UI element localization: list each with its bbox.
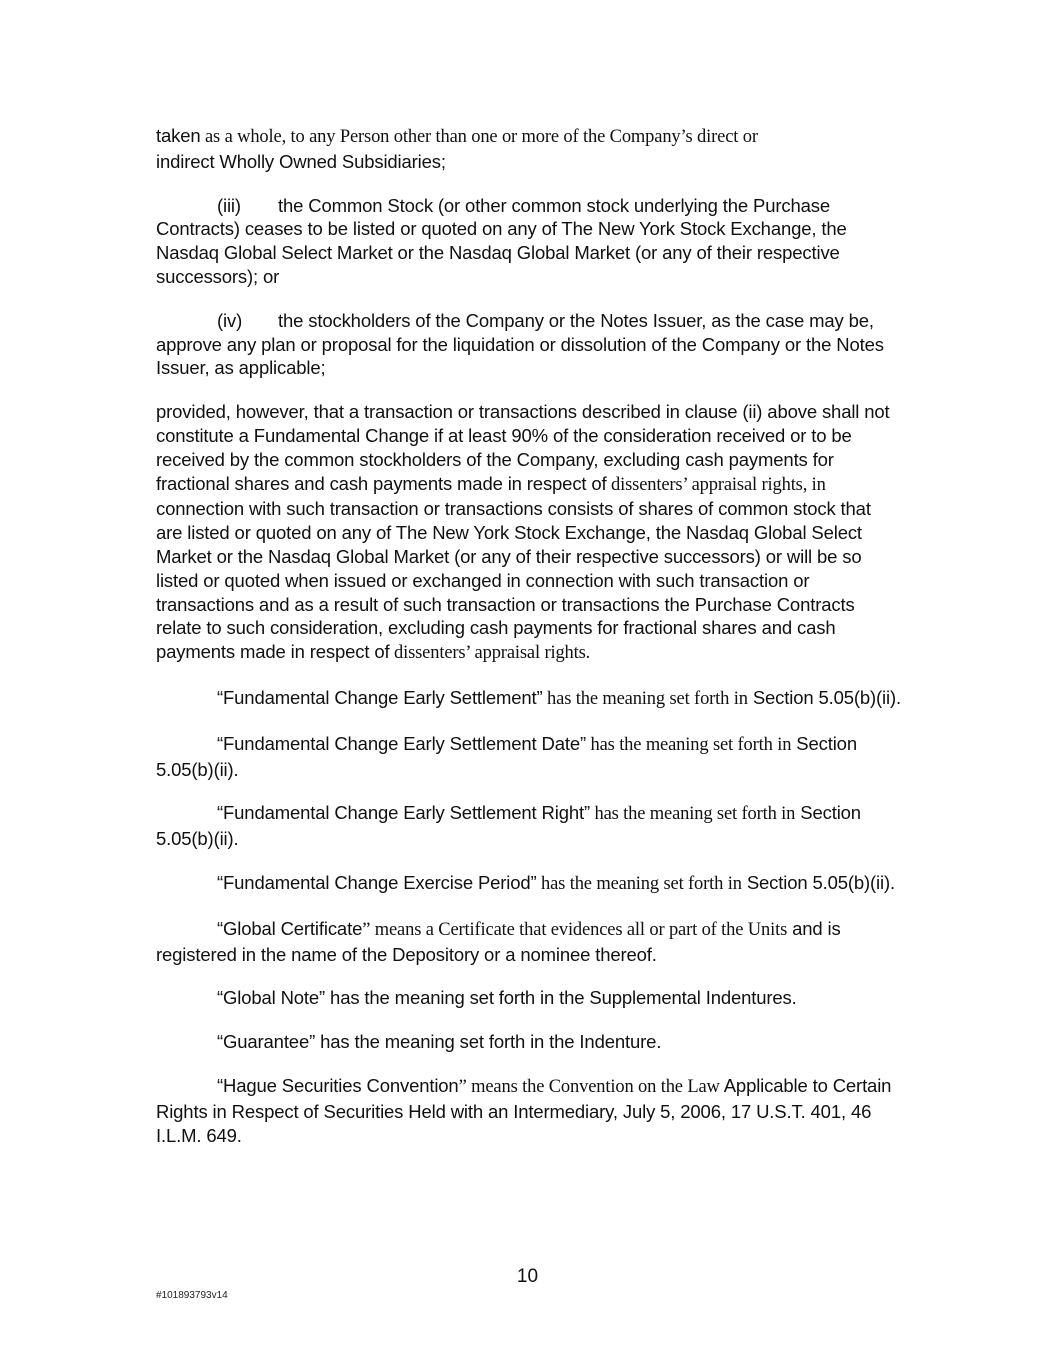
document-body [156, 124, 901, 1167]
defined-term: “Hague Securities Convention [217, 1074, 459, 1096]
definition-hague-securities-convention: “Hague Securities Convention” means the Convention on the Law Applicable to Certain Rights in Respect of Securities Held with an Intermediary, July 5, 2006, 17 U.S.T. 401, 46 I.L.M. 649. [156, 1074, 892, 1146]
proviso-paragraph: provided, however, that a transaction or transactions described in clause (ii) above shall not constitute a Fundamental Change if at least 90% of the consideration received or to be received by the common stockholders of the Company, excluding cash payments for fractional shares and cash payments made in respect of dissenters’ appraisal rights, in connection with such transaction or transactions consists of shares of common stock that are listed or quoted on any of The New York Stock Exchange, the Nasdaq Global Select Market or the Nasdaq Global Market (or any of their respective successors) or will be so listed or quoted when issued or exchanged in connection with such transaction or transactions and as a result of such transaction or transactions the Purchase Contracts relate to such consideration, excluding cash payments for fractional shares and cash payments made in respect of dissenters’ appraisal rights. [156, 401, 890, 664]
defined-term: “Fundamental Change Exercise Period” [217, 871, 537, 893]
clause-text: the stockholders of the Company or the Notes Issuer, as the case may be, approve any plan or proposal for the liquidation or dissolution of the Company or the Notes Issuer, as applicable; [156, 309, 884, 379]
definition-guarantee: “Guarantee” has the meaning set forth in the Indenture. [217, 1031, 662, 1053]
defined-term: “Fundamental Change Early Settlement Right” [217, 802, 590, 824]
defined-term: “Fundamental Change Early Settlement” [217, 686, 543, 708]
definition-fundamental-change-early-settlement: “Fundamental Change Early Settlement” has the meaning set forth in Section 5.05(b)(ii). [217, 686, 901, 709]
definition-fundamental-change-exercise-period: “Fundamental Change Exercise Period” has the meaning set forth in Section 5.05(b)(ii). [217, 871, 895, 894]
clause-iv [156, 309, 901, 380]
definition-fundamental-change-early-settlement-right: “Fundamental Change Early Settlement Right” has the meaning set forth in Section 5.05(b)(ii). [156, 802, 861, 850]
definition-global-note: “Global Note” has the meaning set forth in the Supplemental Indentures. [217, 987, 797, 1009]
clause-number: (iii) [217, 194, 241, 216]
document-id: #101893793v14 [156, 1290, 228, 1301]
clause-text: the Common Stock (or other common stock underlying the Purchase Contracts) ceases to be listed or quoted on any of The New York Stock Exchange, the Nasdaq Global Select Market or the Nasdaq Global Market (or any of their respective successors); or [156, 194, 847, 287]
definition-fundamental-change-early-settlement-date: “Fundamental Change Early Settlement Date” has the meaning set forth in Section 5.05(b)(ii). [156, 732, 857, 780]
defined-term: “Fundamental Change Early Settlement Date” [217, 732, 587, 754]
paragraph-continuation: taken as a whole, to any Person other than one or more of the Company’s direct or indirect Wholly Owned Subsidiaries; [156, 125, 758, 172]
defined-term: “Global Certificate [217, 917, 363, 939]
page-number: 10 [516, 1266, 539, 1287]
clause-number: (iv) [217, 309, 243, 331]
clause-iii [156, 194, 901, 289]
definition-global-certificate: “Global Certificate” means a Certificate that evidences all or part of the Units and is registered in the name of the Depository or a nominee thereof. [156, 917, 841, 965]
